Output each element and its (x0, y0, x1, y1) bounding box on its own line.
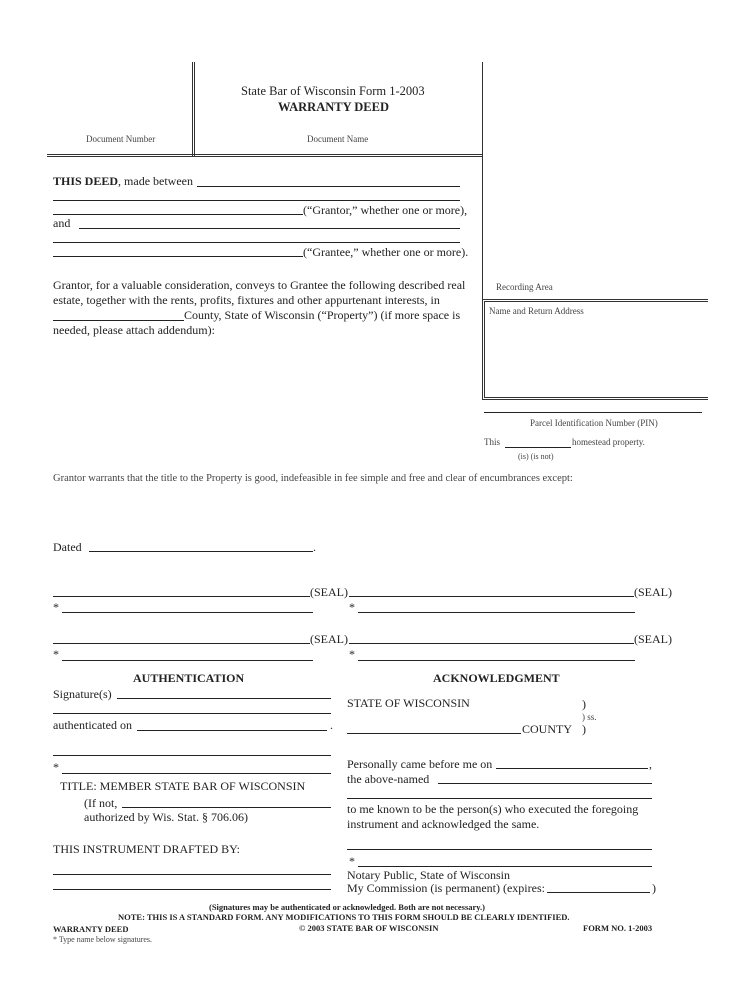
warrants-text: Grantor warrants that the title to the Property is good, indefeasible in fee simple and free and clear of encumbrances except: (53, 473, 573, 484)
homestead-label: homestead property. (572, 437, 645, 447)
signatures-line[interactable] (117, 698, 331, 699)
commission-line[interactable] (547, 892, 650, 893)
drafted-by-line-2[interactable] (53, 889, 331, 890)
typed-name-line-1[interactable] (62, 612, 313, 613)
header-divider-right (482, 62, 483, 156)
title-member-label: TITLE: MEMBER STATE BAR OF WISCONSIN (60, 779, 306, 793)
homestead-this-label: This (484, 437, 501, 447)
personally-comma: , (649, 757, 652, 771)
footer-form-no: FORM NO. 1-2003 (583, 923, 653, 933)
conveys-text-4: needed, please attach addendum): (53, 323, 215, 337)
notary-label: Notary Public, State of Wisconsin (347, 868, 510, 882)
type-name-note: * Type name below signatures. (53, 935, 153, 944)
authenticated-period: . (330, 718, 333, 732)
acknowledgment-heading: ACKNOWLEDGMENT (433, 671, 560, 685)
above-named-line-2[interactable] (347, 798, 652, 799)
header-bottom-rule (47, 154, 482, 157)
grantee-line-3[interactable] (53, 256, 303, 257)
document-name-label: Document Name (307, 134, 369, 144)
signature-line-3[interactable] (53, 643, 310, 644)
grantor-line-3[interactable] (53, 214, 303, 215)
grantor-line-1[interactable] (197, 186, 460, 187)
is-isnot-label: (is) (is not) (518, 452, 554, 461)
typed-name-line-4[interactable] (358, 660, 635, 661)
header-divider-left (192, 62, 195, 156)
auth-blank-line[interactable] (53, 755, 331, 756)
made-between-label: , made between (118, 174, 193, 188)
above-named-label: the above-named (347, 772, 430, 786)
if-not-line[interactable] (122, 807, 331, 808)
known-text-1: to me known to be the person(s) who executed the foregoing (347, 802, 639, 816)
signatures-label: Signature(s) (53, 687, 112, 701)
name-return-address-label: Name and Return Address (489, 306, 584, 316)
and-label: and (53, 216, 71, 230)
state-of-wisconsin-label: STATE OF WISCONSIN (347, 696, 470, 710)
pin-label: Parcel Identification Number (PIN) (530, 418, 658, 428)
grantee-line-1[interactable] (79, 228, 460, 229)
dated-line[interactable] (89, 551, 313, 552)
typed-name-line-3[interactable] (62, 660, 313, 661)
drafted-by-label: THIS INSTRUMENT DRAFTED BY: (53, 842, 241, 856)
star-3: * (53, 647, 59, 661)
authenticated-on-label: authenticated on (53, 718, 132, 732)
document-number-label: Document Number (86, 134, 156, 144)
dated-label: Dated (53, 540, 82, 554)
seal-label-1: (SEAL) (310, 585, 348, 599)
footer-deed-label: WARRANTY DEED (53, 924, 129, 934)
signature-line-1[interactable] (53, 596, 310, 597)
personally-label: Personally came before me on (347, 757, 493, 771)
conveys-text-2: estate, together with the rents, profits, fixtures and other appurtenant interests, in (53, 293, 440, 307)
grantee-note: (“Grantee,” whether one or more). (303, 245, 469, 259)
state-paren: ) (582, 697, 586, 711)
homestead-line[interactable] (505, 447, 571, 448)
ss-label: ) ss. (582, 712, 597, 722)
county-label: COUNTY (522, 722, 572, 736)
this-deed-line (53, 174, 193, 188)
doc-title: WARRANTY DEED (278, 100, 390, 114)
signatures-note: (Signatures may be authenticated or acknowledged. Both are not necessary.) (209, 902, 486, 912)
standard-form-note: NOTE: THIS IS A STANDARD FORM. ANY MODIFICATIONS TO THIS FORM SHOULD BE CLEARLY IDENTIFIED. (118, 912, 570, 922)
grantee-line-2[interactable] (53, 242, 460, 243)
dated-period: . (313, 540, 316, 554)
county-paren: ) (582, 722, 586, 736)
grantor-note: (“Grantor,” whether one or more), (303, 203, 468, 217)
notary-star: * (349, 854, 355, 868)
pin-line[interactable] (484, 412, 702, 413)
signatures-line-2[interactable] (53, 713, 331, 714)
signature-line-2[interactable] (349, 596, 634, 597)
star-4: * (349, 647, 355, 661)
if-not-label: (If not, (84, 796, 118, 810)
seal-label-3: (SEAL) (310, 632, 348, 646)
seal-label-2: (SEAL) (634, 585, 672, 599)
signature-line-4[interactable] (349, 643, 634, 644)
authorized-label: authorized by Wis. Stat. § 706.06) (84, 810, 248, 824)
county-name-line[interactable] (347, 733, 521, 734)
notary-name-line[interactable] (358, 866, 652, 867)
conveys-text-3: County, State of Wisconsin (“Property”) (if more space is (184, 308, 461, 322)
recording-area-label: Recording Area (496, 282, 553, 292)
form-title: State Bar of Wisconsin Form 1-2003 (241, 84, 425, 98)
drafted-by-line-1[interactable] (53, 874, 331, 875)
this-deed-label: THIS DEED (53, 174, 119, 188)
commission-close: ) (652, 881, 656, 895)
footer-copyright: © 2003 STATE BAR OF WISCONSIN (299, 923, 439, 933)
county-line[interactable] (53, 320, 184, 321)
star-2: * (349, 600, 355, 614)
personally-date-line[interactable] (496, 768, 648, 769)
known-text-2: instrument and acknowledged the same. (347, 817, 540, 831)
authenticated-on-line[interactable] (137, 730, 327, 731)
typed-name-line-2[interactable] (358, 612, 635, 613)
seal-label-4: (SEAL) (634, 632, 672, 646)
authentication-heading: AUTHENTICATION (133, 671, 245, 685)
above-named-line[interactable] (438, 783, 652, 784)
auth-name-line[interactable] (62, 773, 331, 774)
star-1: * (53, 600, 59, 614)
commission-label: My Commission (is permanent) (expires: (347, 881, 545, 895)
conveys-text-1: Grantor, for a valuable consideration, conveys to Grantee the following described real (53, 278, 466, 292)
notary-blank-line[interactable] (347, 849, 652, 850)
grantor-line-2[interactable] (53, 200, 460, 201)
auth-star: * (53, 760, 59, 774)
